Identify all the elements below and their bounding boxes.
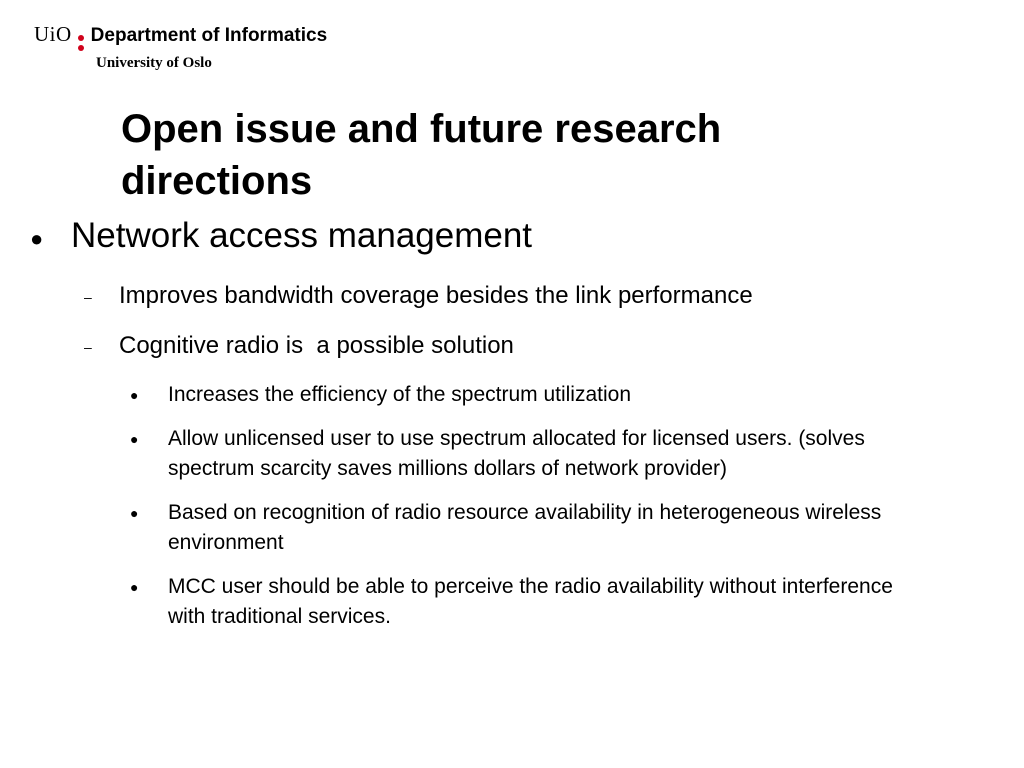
sub-bullet-text: Cognitive radio is a possible solution	[119, 332, 514, 359]
bullet-icon: ●	[130, 579, 139, 595]
sub-bullet-cognitive-radio	[84, 332, 514, 362]
uio-logo	[34, 22, 327, 53]
dash-icon: –	[84, 289, 92, 305]
subsub-bullet-unlicensed	[130, 424, 950, 484]
department-name: Department of Informatics	[90, 25, 328, 46]
slide-title: Open issue and future research directions	[121, 107, 722, 203]
subsub-bullet-efficiency	[130, 380, 940, 410]
subsub-bullet-recognition	[130, 498, 950, 558]
bullet-icon: ●	[130, 431, 139, 447]
bullet-icon: ●	[130, 387, 139, 403]
uio-logo-text: UiO	[34, 22, 72, 46]
university-name: University of Oslo	[96, 55, 212, 71]
sub-bullet-bandwidth	[84, 282, 753, 312]
subsub-bullet-mcc-user	[130, 572, 950, 632]
subsub-bullet-text: Based on recognition of radio resource availability in heterogeneous wireless environment	[168, 501, 888, 554]
bullet-icon: ●	[130, 505, 139, 521]
bullet-text: Network access management	[71, 216, 533, 255]
bullet-icon: ●	[30, 226, 44, 251]
bullet-network-access	[30, 216, 532, 262]
uio-colon-icon	[78, 33, 84, 53]
subsub-bullet-text: Increases the efficiency of the spectrum utilization	[168, 383, 632, 406]
sub-bullet-text: Improves bandwidth coverage besides the link performance	[119, 282, 753, 309]
subsub-bullet-text: MCC user should be able to perceive the radio availability without interference with traditional services.	[168, 575, 899, 628]
dash-icon: –	[84, 339, 92, 355]
header	[34, 22, 327, 72]
subsub-bullet-text: Allow unlicensed user to use spectrum allocated for licensed users. (solves spectrum scarcity saves millions dollars of network provider)	[168, 427, 871, 480]
